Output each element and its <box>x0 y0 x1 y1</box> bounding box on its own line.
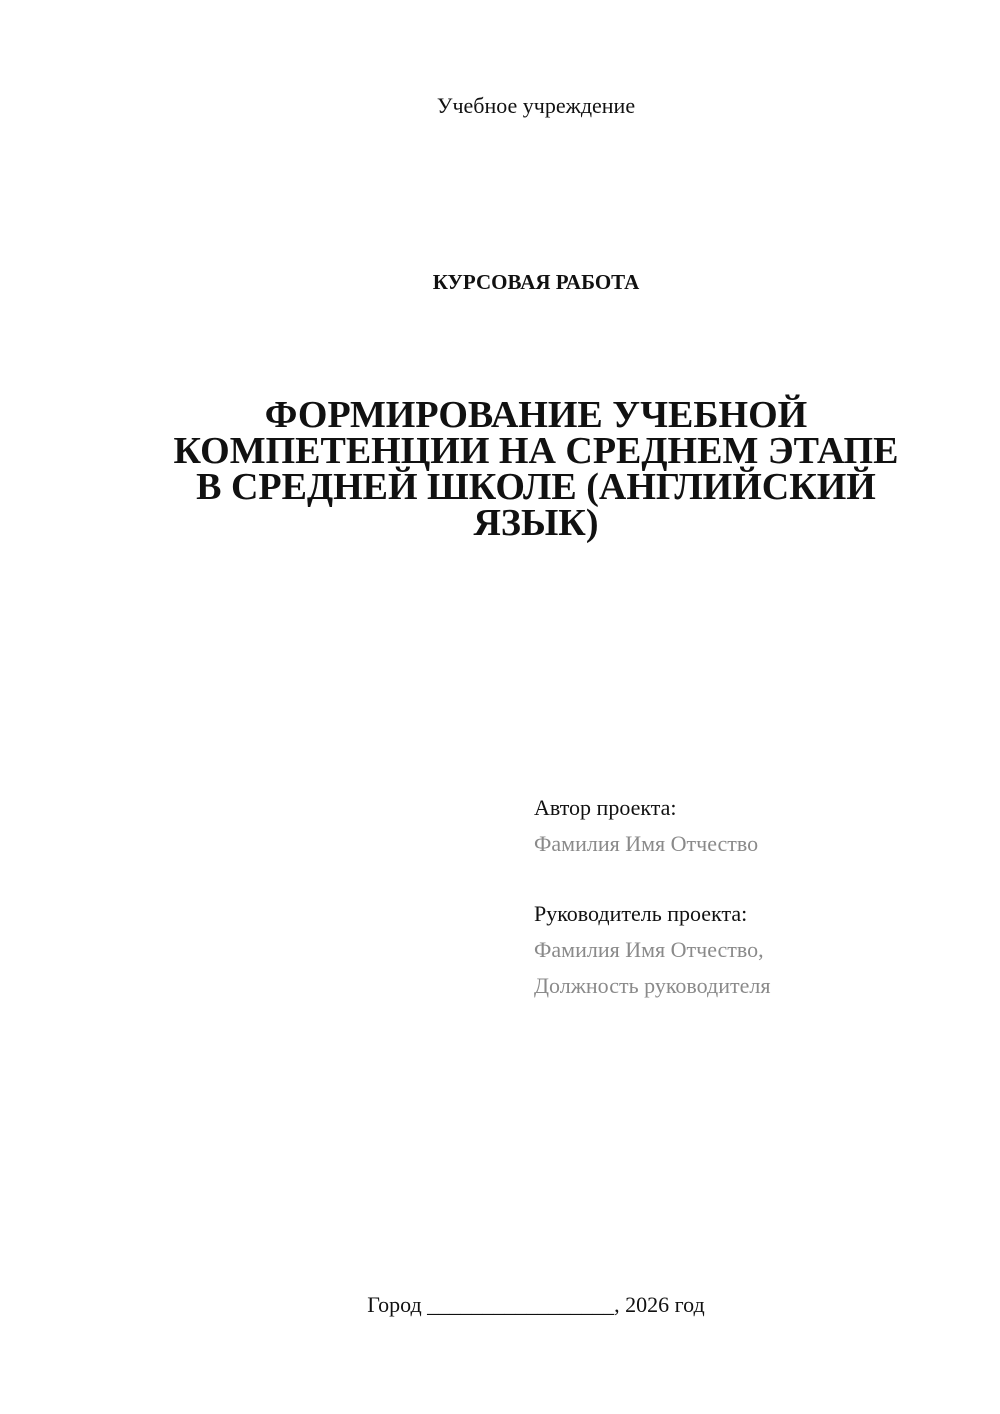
title-line: ЯЗЫК) <box>473 502 599 544</box>
author-name: Фамилия Имя Отчество <box>534 831 759 856</box>
spacer <box>534 862 964 896</box>
institution-name: Учебное учреждение <box>436 93 636 118</box>
document-type: КУРСОВАЯ РАБОТА <box>432 270 640 294</box>
title-line: КОМПЕТЕНЦИИ НА СРЕДНЕМ ЭТАПЕ <box>173 430 899 472</box>
title-line: В СРЕДНЕЙ ШКОЛЕ (АНГЛИЙСКИЙ <box>196 466 876 508</box>
city-year-footer: Город _________________, 2026 год <box>367 1292 705 1317</box>
supervisor-name: Фамилия Имя Отчество, <box>534 937 764 962</box>
author-label: Автор проекта: <box>534 795 677 820</box>
document-title <box>150 394 922 544</box>
project-info <box>534 790 964 1004</box>
supervisor-label: Руководитель проекта: <box>534 901 748 926</box>
title-line: ФОРМИРОВАНИЕ УЧЕБНОЙ <box>264 394 808 436</box>
supervisor-position: Должность руководителя <box>534 973 771 998</box>
